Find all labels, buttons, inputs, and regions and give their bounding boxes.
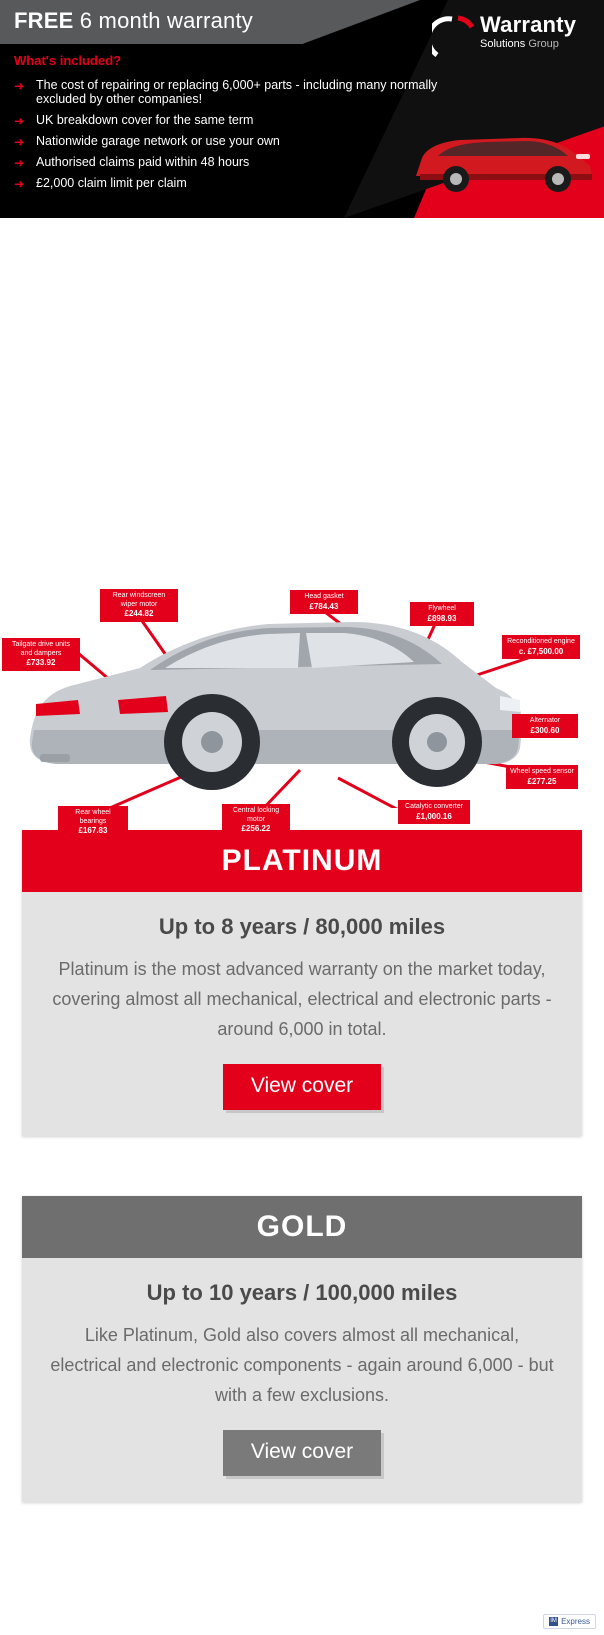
callout-price: £733.92 [26,658,56,667]
callout-price: £256.22 [241,824,271,833]
logo-line2-b: Group [528,38,559,50]
badge-label: Express [561,1617,590,1626]
badge-mark-icon: IM [550,1618,557,1624]
callout-label: Reconditioned engine [507,638,575,645]
callout-head-gasket [290,590,358,614]
brand-logo[interactable] [432,8,592,66]
callout-catalytic-converter [398,800,470,824]
logo-line2 [480,39,576,50]
plan-body-platinum [22,892,582,1136]
plan-title: Up to 8 years / 80,000 miles [158,914,446,939]
hero-bullet-text: UK breakdown cover for the same term [36,113,254,127]
list-item [14,113,454,127]
callout-label: Tailgate drive units and dampers [12,641,70,657]
callout-price: £784.43 [309,601,339,611]
callout-price: £277.25 [527,776,557,786]
plan-description: Like Platinum, Gold also covers almost all mechanical, electrical and electronic components - again around 6,000 - but with a few exclusions. [50,1325,554,1405]
hero-title-strong: FREE [14,8,74,33]
arrow-bullet-icon [14,156,24,170]
arrow-bullet-icon [14,135,24,149]
parts-cost-diagram [0,218,604,835]
plan-header-platinum: PLATINUM [22,830,582,892]
hero-title-rest: 6 month warranty [73,8,253,33]
callout-label: Wheel speed sensor [510,768,574,775]
callout-label: Rear wheel bearings [75,809,111,825]
plan-description: Platinum is the most advanced warranty on the market today, covering almost all mechanical, electrical and electronic parts - around 6,000 in total. [52,959,552,1039]
callout-label: Catalytic converter [405,803,463,810]
spacer [0,1136,604,1196]
callout-price: £167.83 [78,826,108,835]
arrow-bullet-icon [14,177,24,191]
callout-label: Alternator [529,717,561,724]
hero-bullet-text: Authorised claims paid within 48 hours [36,155,250,169]
plan-header-gold: GOLD [22,1196,582,1258]
hero-bullet-list [14,78,454,197]
callout-flywheel [410,602,474,626]
view-cover-button-platinum[interactable]: View cover [223,1064,381,1110]
arc-logo-icon [432,14,478,60]
plan-card-platinum [22,830,582,1136]
callout-tailgate [2,638,80,671]
plan-card-gold [22,1196,582,1502]
callout-reconditioned-engine [502,635,580,659]
list-item [14,155,454,169]
callout-price: £244.82 [124,609,154,618]
callout-label: Head gasket [304,593,344,600]
callout-rear-wheel-bearings [58,806,128,839]
arrow-bullet-icon [14,114,24,128]
hero-subtitle: What's included? [14,53,122,68]
list-item [14,176,454,190]
logo-line2-a: Solutions [480,38,529,50]
callout-wheel-speed-sensor [506,765,578,789]
callout-label: Rear windscreen wiper motor [112,592,166,608]
callout-label: Central locking motor [232,807,280,823]
hero-bullet-text: £2,000 claim limit per claim [36,176,187,190]
plan-body-gold [22,1258,582,1502]
footer-badge[interactable] [543,1614,596,1629]
logo-line1: Warranty [480,12,577,37]
callout-alternator [512,714,578,738]
logo-text [480,14,576,50]
plan-title: Up to 10 years / 100,000 miles [146,1280,458,1305]
callout-price: £1,000.16 [416,811,452,821]
hero-bullet-text: Nationwide garage network or use your own [36,134,280,148]
view-cover-button-gold[interactable]: View cover [223,1430,381,1476]
arrow-bullet-icon [14,79,24,93]
list-item [14,134,454,148]
callout-rear-wiper-motor [100,589,178,622]
hero-banner [0,0,604,218]
callout-price: c. £7,500.00 [518,646,564,656]
callout-price: £898.93 [427,613,457,623]
hero-title [14,8,253,34]
callout-central-locking-motor [222,804,290,837]
callout-label: Flywheel [428,605,456,612]
callout-price: £300.60 [530,725,560,735]
list-item [14,78,454,106]
hero-bullet-text: The cost of repairing or replacing 6,000+ parts - including many normally excluded by other companies! [36,78,438,106]
